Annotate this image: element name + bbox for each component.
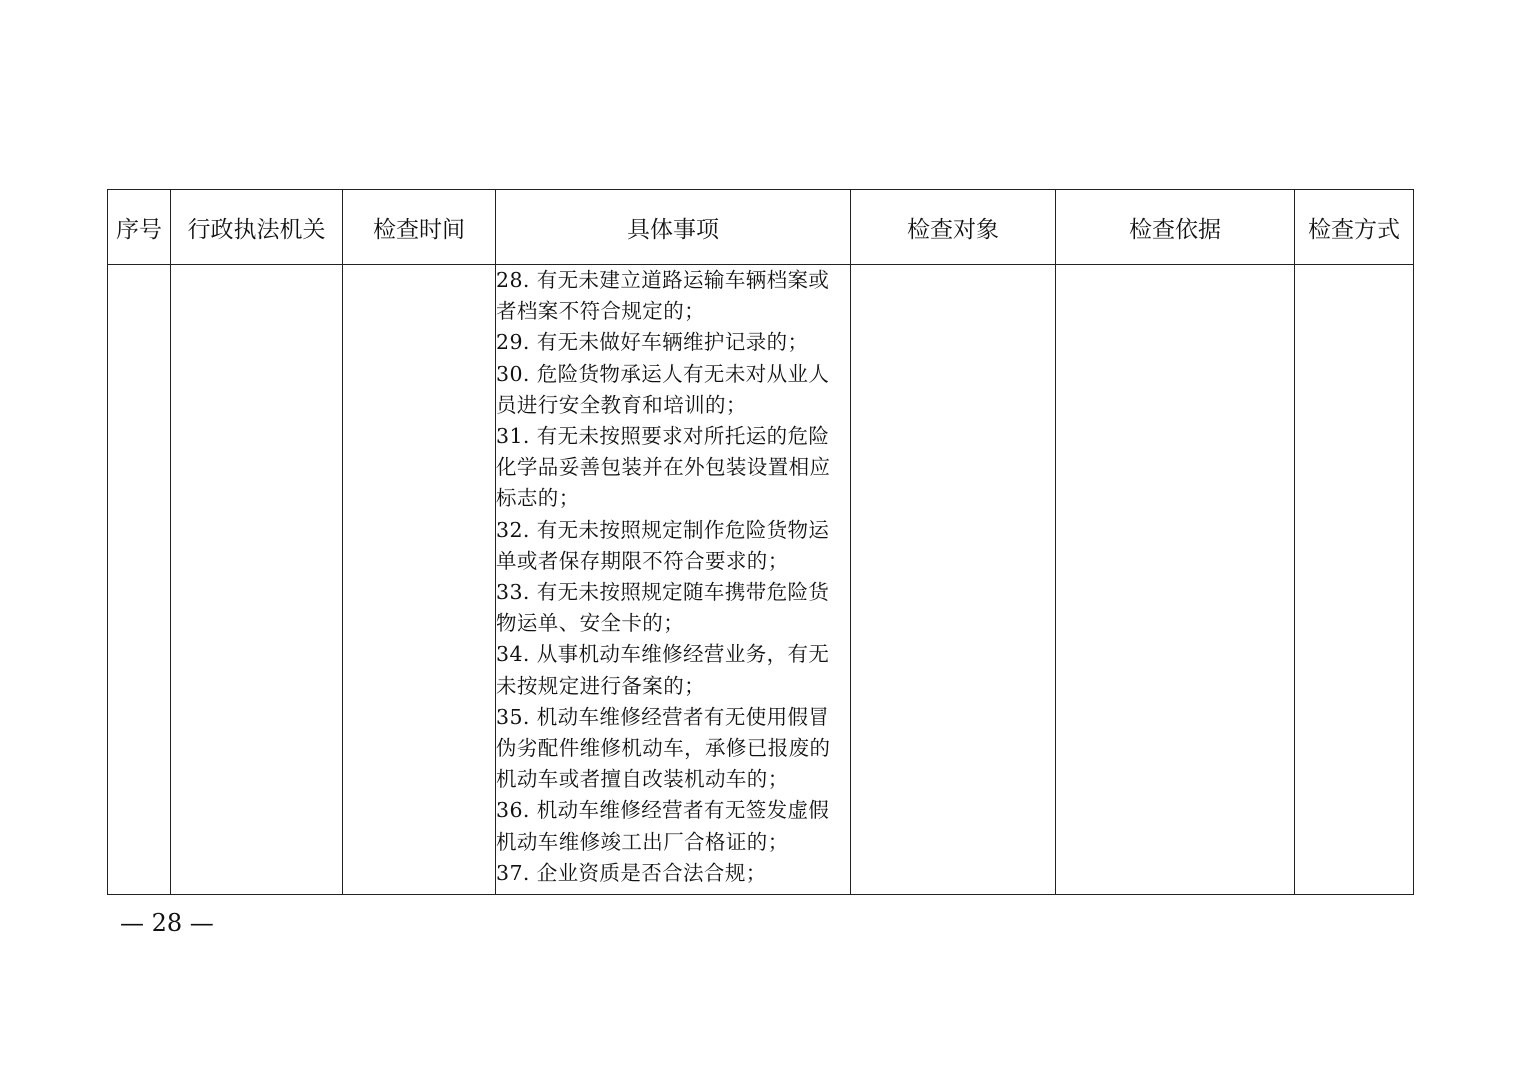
list-item: 30. 危险货物承运人有无未对从业人员进行安全教育和培训的；: [496, 361, 830, 417]
cell-method: [1295, 265, 1414, 895]
list-item: 35. 机动车维修经营者有无使用假冒伪劣配件维修机动车，承修已报废的机动车或者擅自改装机动车的；: [496, 704, 831, 792]
list-item: 32. 有无未按照规定制作危险货物运单或者保存期限不符合要求的；: [496, 517, 830, 573]
table-header-row: [108, 190, 1414, 265]
header-items: 具体事项: [496, 190, 851, 265]
list-item: 36. 机动车维修经营者有无签发虚假机动车维修竣工出厂合格证的；: [496, 798, 830, 854]
list-item: 29. 有无未做好车辆维护记录的；: [496, 330, 809, 355]
header-agency: 行政执法机关: [171, 190, 343, 265]
list-item: 34. 从事机动车维修经营业务，有无未按规定进行备案的；: [496, 642, 830, 698]
table-row: [108, 265, 1414, 895]
inspection-table: [107, 189, 1414, 895]
header-time: 检查时间: [343, 190, 496, 265]
cell-agency: [171, 265, 343, 895]
header-basis: 检查依据: [1056, 190, 1295, 265]
header-target: 检查对象: [851, 190, 1056, 265]
cell-serial: [108, 265, 171, 895]
cell-basis: [1056, 265, 1295, 895]
cell-time: [343, 265, 496, 895]
header-serial: 序号: [108, 190, 171, 265]
cell-target: [851, 265, 1056, 895]
cell-items: [496, 265, 851, 895]
list-item: 37. 企业资质是否合法合规；: [496, 860, 767, 885]
list-item: 31. 有无未按照要求对所托运的危险化学品妥善包装并在外包装设置相应标志的；: [496, 424, 831, 511]
list-item: 28. 有无未建立道路运输车辆档案或者档案不符合规定的；: [496, 268, 830, 324]
header-method: 检查方式: [1295, 190, 1414, 265]
list-item: 33. 有无未按照规定随车携带危险货物运单、安全卡的；: [496, 580, 830, 636]
page-number: — 28 —: [120, 909, 214, 937]
